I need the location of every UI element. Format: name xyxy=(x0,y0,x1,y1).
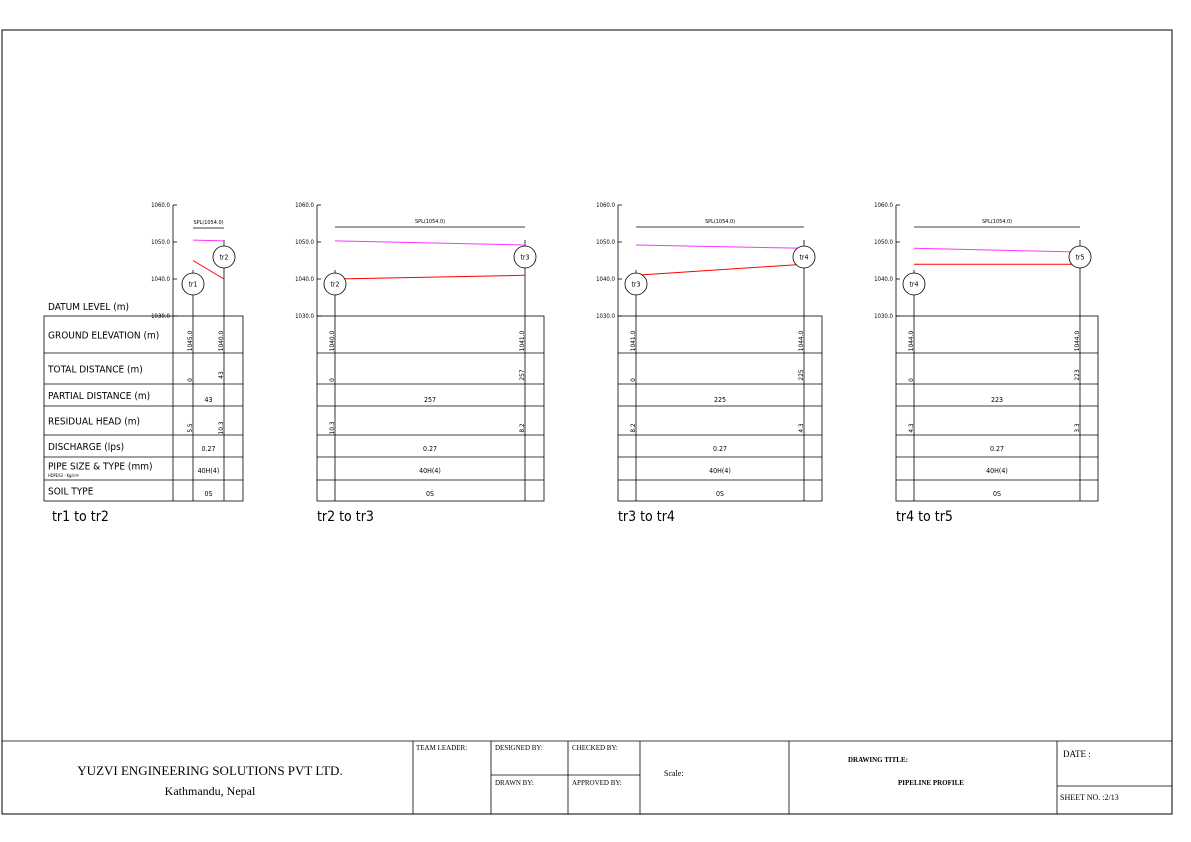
y-tick-label: 1060.0 xyxy=(874,202,893,209)
total-distance-start: 0 xyxy=(328,378,336,382)
y-tick-label: 1040.0 xyxy=(295,276,314,283)
checked-by-label: CHECKED BY: xyxy=(572,744,618,752)
station-label-start: tr3 xyxy=(631,280,641,289)
profile-section-2 xyxy=(295,202,544,525)
ground-elevation-end: 1040.0 xyxy=(217,330,225,352)
designed-by-label: DESIGNED BY: xyxy=(495,744,543,752)
residual-head-end: 3.3 xyxy=(1073,423,1081,433)
ground-elevation-start: 1040.0 xyxy=(328,330,336,352)
total-distance-start: 0 xyxy=(186,378,194,382)
hydraulic-grade-line xyxy=(193,240,224,241)
profile-section-4 xyxy=(874,202,1098,525)
row-label-residual: RESIDUAL HEAD (m) xyxy=(48,416,141,428)
y-tick-label: 1030.0 xyxy=(596,313,615,320)
date-label: DATE : xyxy=(1063,749,1091,759)
section-title: tr4 to tr5 xyxy=(896,509,953,525)
row-label-total: TOTAL DISTANCE (m) xyxy=(48,364,143,376)
soil-type: 0S xyxy=(425,490,435,498)
row-label-discharge: DISCHARGE (lps) xyxy=(48,442,125,453)
profile-section-1 xyxy=(44,202,243,525)
residual-head-end: 8.2 xyxy=(518,423,526,433)
y-tick-label: 1040.0 xyxy=(874,276,893,283)
spl-label: SPL(1054.0) xyxy=(414,219,446,225)
hydraulic-grade-line xyxy=(914,248,1080,252)
pipe-size: 40H(4) xyxy=(197,467,220,475)
section-title: tr2 to tr3 xyxy=(317,509,374,525)
partial-distance: 223 xyxy=(990,396,1004,404)
residual-head-start: 8.2 xyxy=(629,423,637,433)
residual-head-start: 4.3 xyxy=(907,423,915,433)
y-tick-label: 1060.0 xyxy=(596,202,615,209)
discharge-value: 0.27 xyxy=(712,445,728,453)
row-label-datum: DATUM LEVEL (m) xyxy=(48,302,130,313)
pipe-size: 40H(4) xyxy=(986,467,1008,475)
total-distance-start: 0 xyxy=(629,378,637,382)
section-title: tr3 to tr4 xyxy=(618,509,675,525)
total-distance-end: 223 xyxy=(1073,369,1081,381)
discharge-value: 0.27 xyxy=(422,445,438,453)
y-tick-label: 1040.0 xyxy=(151,276,170,283)
row-label-ground: GROUND ELEVATION (m) xyxy=(48,330,160,342)
row-label-soil: SOIL TYPE xyxy=(48,486,94,498)
residual-head-end: 4.3 xyxy=(797,423,805,433)
total-distance-end: 43 xyxy=(217,371,225,379)
ground-profile-line xyxy=(636,264,804,275)
residual-head-start: 5.5 xyxy=(186,423,194,433)
company-location: Kathmandu, Nepal xyxy=(164,784,256,798)
drawing-title: PIPELINE PROFILE xyxy=(898,779,964,787)
station-label-end: tr2 xyxy=(219,253,229,262)
total-distance-end: 225 xyxy=(797,369,805,381)
y-tick-label: 1030.0 xyxy=(295,313,314,320)
spl-label: SPL(1054.0) xyxy=(981,219,1013,225)
soil-type: 0S xyxy=(992,490,1002,498)
pipe-size: 40H(4) xyxy=(419,467,441,475)
y-tick-label: 1050.0 xyxy=(874,239,893,246)
y-tick-label: 1030.0 xyxy=(151,313,170,320)
y-tick-label: 1040.0 xyxy=(596,276,615,283)
soil-type: 0S xyxy=(715,490,725,498)
partial-distance: 43 xyxy=(204,396,213,404)
spl-label: SPL(1054.0) xyxy=(704,219,736,225)
ground-elevation-end: 1041.0 xyxy=(518,330,526,352)
soil-type: 0S xyxy=(204,490,213,498)
total-distance-end: 257 xyxy=(518,369,526,381)
row-label-pipe-sub: HDPE/GI - Kg/cm² xyxy=(48,473,80,478)
y-tick-label: 1060.0 xyxy=(295,202,314,209)
total-distance-start: 0 xyxy=(907,378,915,382)
drawn-by-label: DRAWN BY: xyxy=(495,779,534,787)
team-leader-label: TEAM LEADER: xyxy=(416,744,468,752)
discharge-value: 0.27 xyxy=(201,445,216,453)
station-label-start: tr2 xyxy=(330,280,340,289)
profile-sections xyxy=(44,202,1098,525)
y-tick-label: 1030.0 xyxy=(874,313,893,320)
partial-distance: 225 xyxy=(713,396,727,404)
sheet-number: SHEET NO. :2/13 xyxy=(1060,793,1119,802)
hydraulic-grade-line xyxy=(636,245,804,248)
ground-elevation-start: 1044.0 xyxy=(907,330,915,352)
partial-distance: 257 xyxy=(423,396,437,404)
station-label-end: tr4 xyxy=(799,253,809,262)
y-tick-label: 1050.0 xyxy=(596,239,615,246)
profile-section-3 xyxy=(596,202,822,525)
section-title: tr1 to tr2 xyxy=(52,509,109,525)
station-label-end: tr5 xyxy=(1075,253,1085,262)
ground-elevation-end: 1044.0 xyxy=(797,330,805,352)
ground-profile-line xyxy=(335,275,525,279)
ground-elevation-start: 1041.0 xyxy=(629,330,637,352)
pipe-size: 40H(4) xyxy=(709,467,731,475)
y-tick-label: 1050.0 xyxy=(295,239,314,246)
company-name: YUZVI ENGINEERING SOLUTIONS PVT LTD. xyxy=(77,763,343,778)
ground-elevation-start: 1045.0 xyxy=(186,330,194,352)
row-label-partial: PARTIAL DISTANCE (m) xyxy=(48,391,151,402)
drawing-title-label: DRAWING TITLE: xyxy=(848,756,908,764)
approved-by-label: APPROVED BY: xyxy=(572,779,622,787)
station-label-end: tr3 xyxy=(520,253,530,262)
hydraulic-grade-line xyxy=(335,241,525,245)
discharge-value: 0.27 xyxy=(989,445,1005,453)
sheet-border xyxy=(2,30,1172,814)
row-label-pipe: PIPE SIZE & TYPE (mm) xyxy=(48,461,153,473)
station-label-start: tr1 xyxy=(188,280,198,289)
y-tick-label: 1050.0 xyxy=(151,239,170,246)
scale-label: Scale: xyxy=(664,769,684,778)
spl-label: SPL(1054.0) xyxy=(193,220,224,226)
y-tick-label: 1060.0 xyxy=(151,202,170,209)
ground-elevation-end: 1044.0 xyxy=(1073,330,1081,352)
residual-head-end: 10.3 xyxy=(217,421,225,435)
station-label-start: tr4 xyxy=(909,280,919,289)
residual-head-start: 10.3 xyxy=(328,421,336,435)
